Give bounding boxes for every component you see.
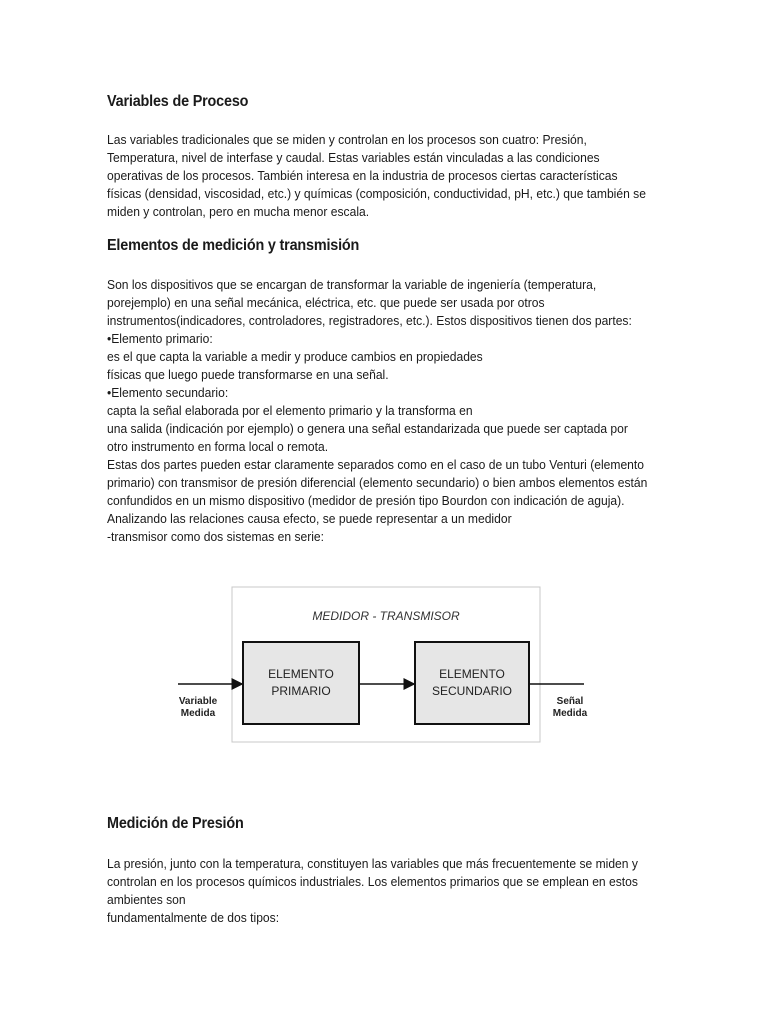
text-line: ambientes son [107, 892, 186, 907]
text-line: porejemplo) en una señal mecánica, eléctrica, etc. que puede ser usada por otros [107, 295, 545, 310]
medidor-transmisor-diagram [170, 584, 590, 744]
text-line: miden y controlan, pero en mucha menor escala. [107, 204, 370, 219]
text-line: -transmisor como dos sistemas en serie: [107, 529, 325, 544]
bullet-elemento-primario: •Elemento primario: [107, 331, 213, 346]
text-line: físicas que luego puede transformarse en una señal. [107, 367, 389, 382]
box-elemento-primario [243, 642, 359, 724]
section-heading-medicion-de-presion: Medición de Presión [107, 815, 244, 832]
text-line: operativas de los procesos. También interesa en la industria de procesos ciertas características [107, 168, 618, 183]
text-line: instrumentos(indicadores, controladores, registradores, etc.). Estos dispositivos tienen dos partes: [107, 313, 632, 328]
text-line: La presión, junto con la temperatura, constituyen las variables que más frecuentemente se miden y [107, 856, 638, 871]
text-line: una salida (indicación por ejemplo) o genera una señal estandarizada que puede ser captada por [107, 421, 628, 436]
box-elemento-secundario [415, 642, 529, 724]
bullet-elemento-secundario: •Elemento secundario: [107, 385, 229, 400]
text-line: Temperatura, nivel de interfase y caudal. Estas variables están vinculadas a las condiciones [107, 150, 600, 165]
input-label-line1: Variable [178, 696, 218, 707]
text-line: otro instrumento en forma local o remota. [107, 439, 329, 454]
output-label-line1: Señal [556, 696, 584, 707]
text-line: confundidos en un mismo dispositivo (medidor de presión tipo Bourdon con indicación de aguja). [107, 493, 625, 508]
section-heading-variables-de-proceso: Variables de Proceso [107, 93, 249, 110]
box-elemento-primario-line2: PRIMARIO [271, 684, 331, 698]
text-line: capta la señal elaborada por el elemento primario y la transforma en [107, 403, 473, 418]
text-line: físicas (densidad, viscosidad, etc.) y químicas (composición, conductividad, pH, etc.) que también se [107, 186, 646, 201]
text-line: controlan en los procesos químicos industriales. Los elementos primarios que se emplean en estos [107, 874, 638, 889]
text-line: Estas dos partes pueden estar claramente separados como en el caso de un tubo Venturi (elemento [107, 457, 645, 472]
paragraph-variables-de-proceso [107, 131, 727, 221]
text-line: Analizando las relaciones causa efecto, se puede representar a un medidor [107, 511, 512, 526]
input-label-line2: Medida [180, 708, 216, 719]
text-line: fundamentalmente de dos tipos: [107, 910, 280, 925]
diagram-frame-title: MEDIDOR - TRANSMISOR [312, 609, 460, 623]
text-line: Las variables tradicionales que se miden y controlan en los procesos son cuatro: Presión, [107, 132, 587, 147]
box-elemento-secundario-line1: ELEMENTO [439, 667, 505, 681]
text-line: Son los dispositivos que se encargan de transformar la variable de ingeniería (temperatura, [107, 277, 597, 292]
section-heading-elementos-de-medicion: Elementos de medición y transmisión [107, 237, 360, 254]
paragraph-elementos-de-medicion [107, 276, 727, 546]
text-line: es el que capta la variable a medir y produce cambios en propiedades [107, 349, 483, 364]
box-elemento-primario-line1: ELEMENTO [268, 667, 334, 681]
text-line: primario) con transmisor de presión diferencial (elemento secundario) o bien ambos elementos están [107, 475, 648, 490]
box-elemento-secundario-line2: SECUNDARIO [431, 684, 513, 698]
output-label-line2: Medida [552, 708, 588, 719]
paragraph-medicion-de-presion [107, 855, 727, 927]
